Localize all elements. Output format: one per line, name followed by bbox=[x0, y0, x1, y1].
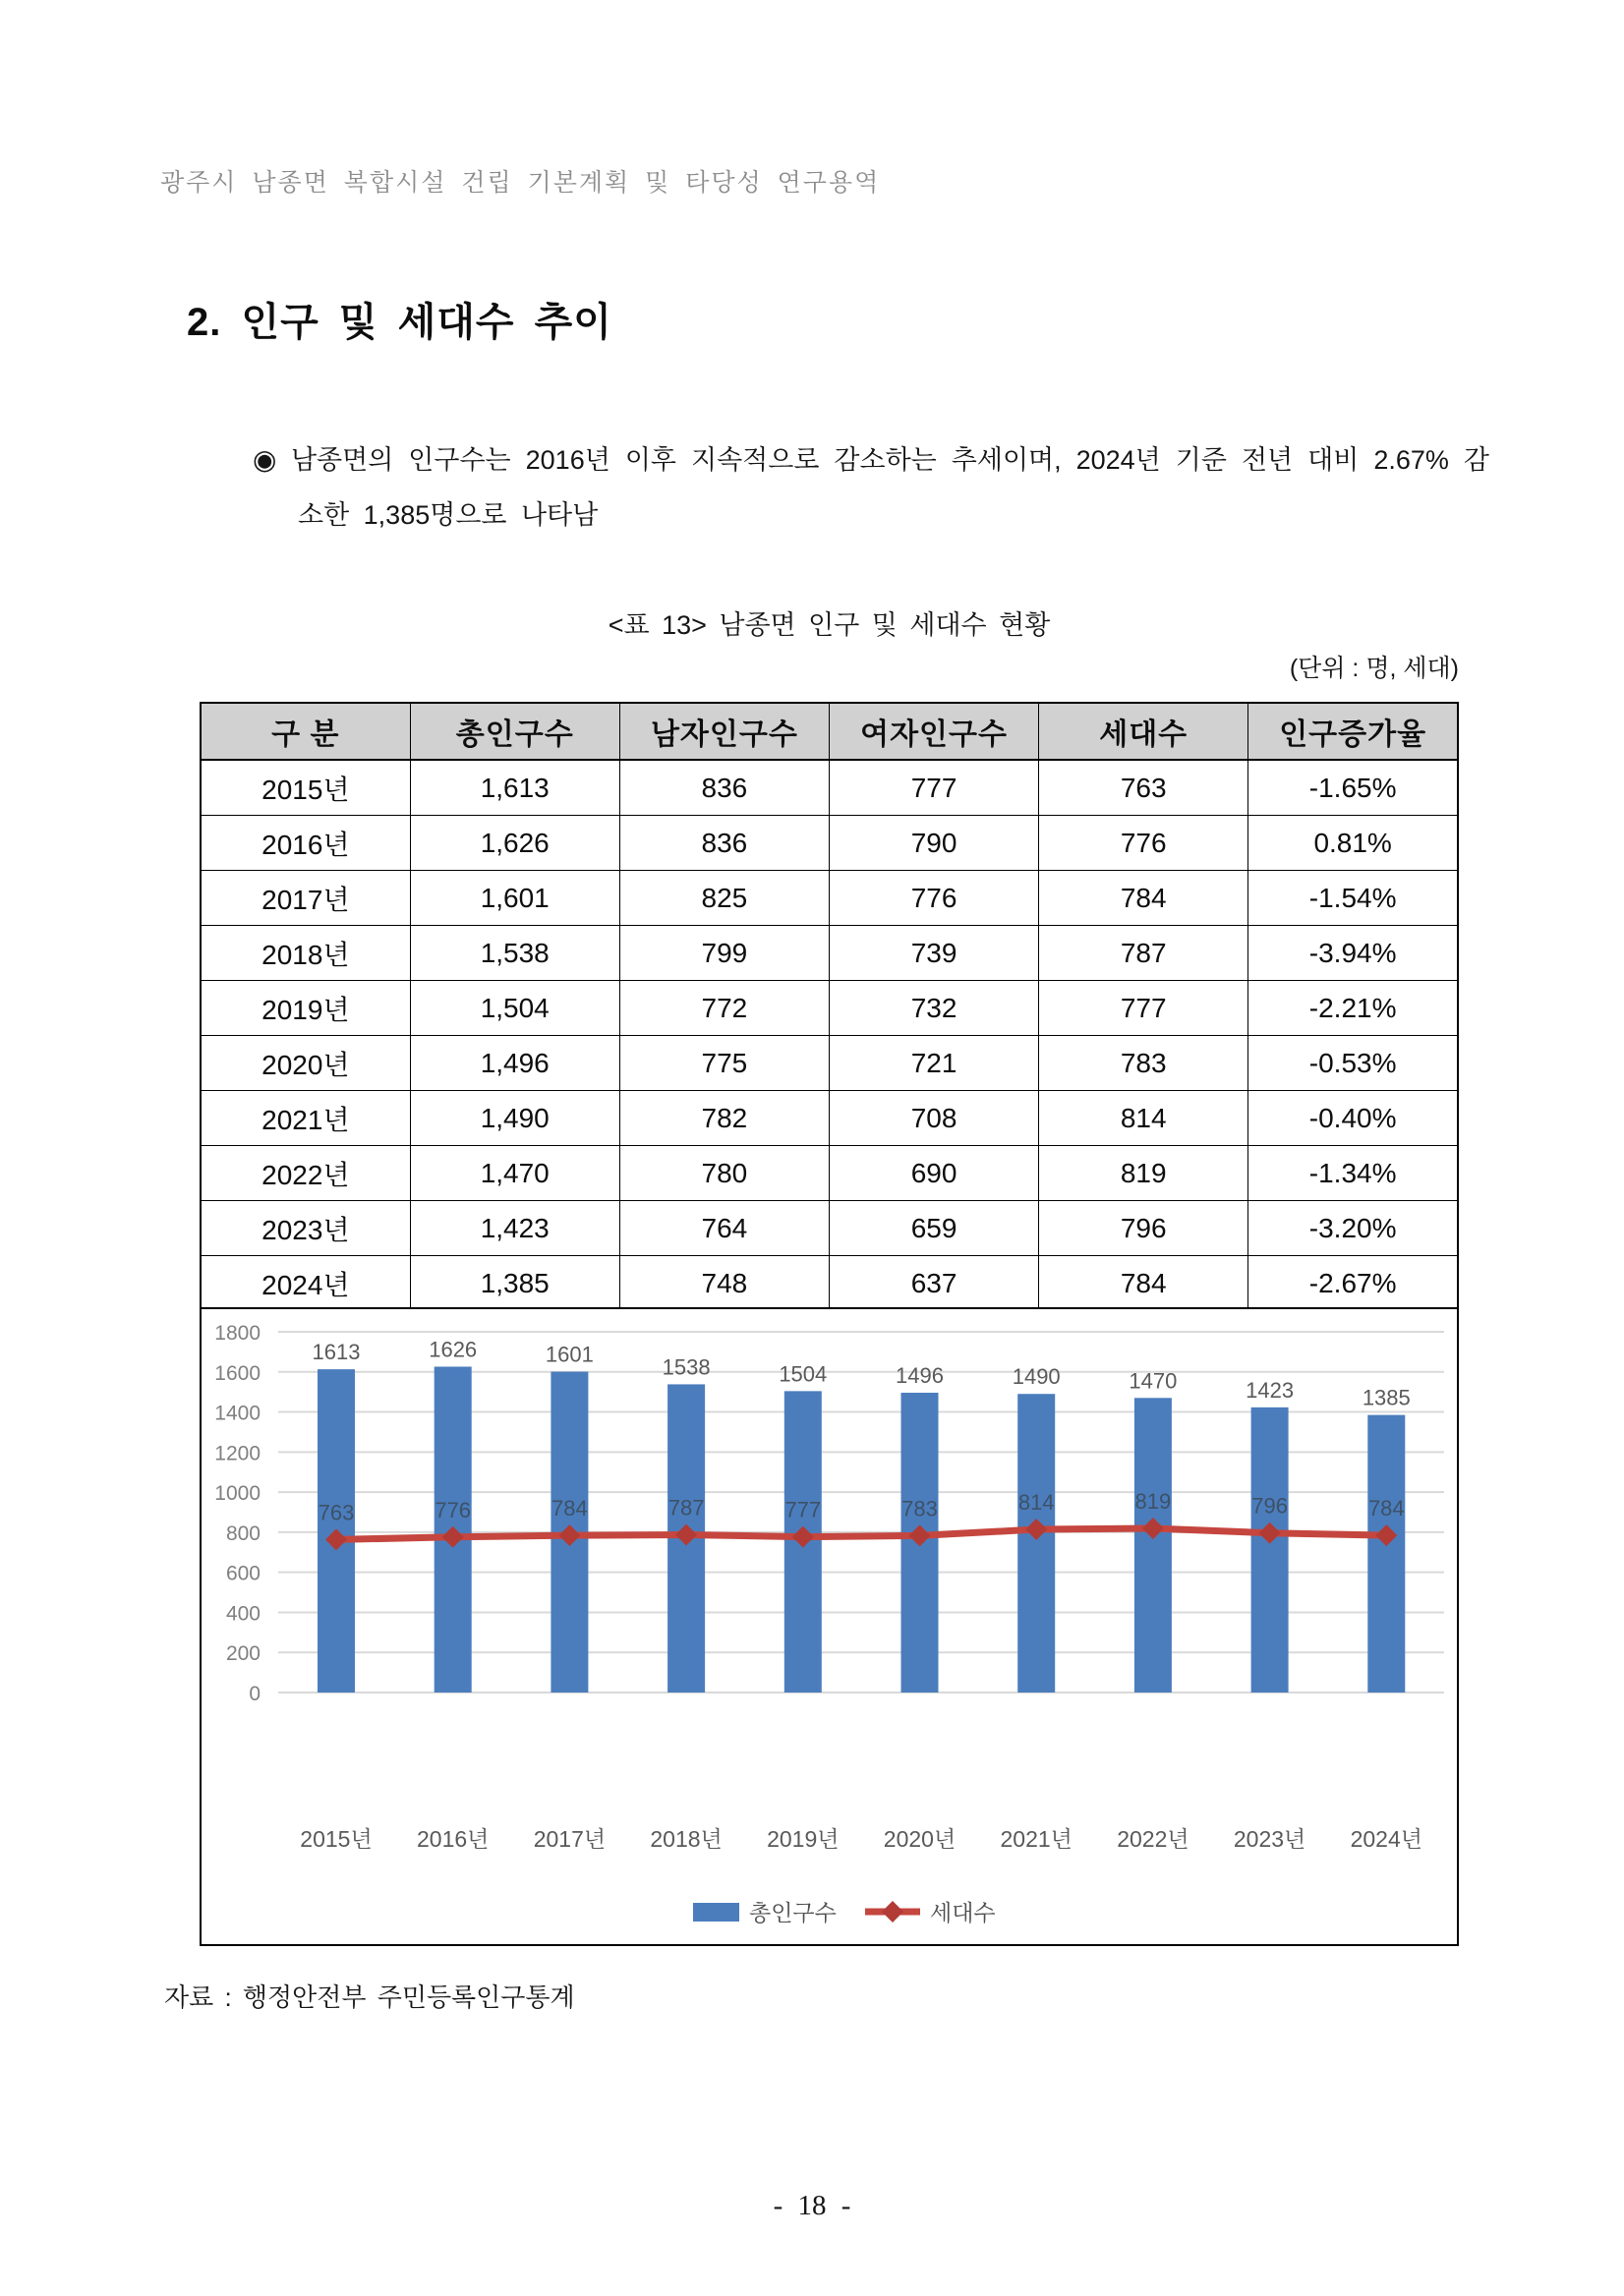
table-cell: 780 bbox=[619, 1146, 829, 1201]
chart-line-label: 819 bbox=[1134, 1489, 1172, 1515]
table-cell: 659 bbox=[829, 1201, 1038, 1256]
table-header-cell: 총인구수 bbox=[410, 703, 619, 760]
table-cell: 825 bbox=[619, 871, 829, 926]
table-cell: -3.94% bbox=[1248, 926, 1458, 981]
table-header-cell: 세대수 bbox=[1039, 703, 1248, 760]
bullet-icon: ◉ bbox=[253, 444, 277, 475]
unit-note: (단위 : 명, 세대) bbox=[1289, 655, 1459, 682]
table-row bbox=[201, 1201, 1458, 1256]
table-cell: 2024년 bbox=[201, 1256, 410, 1312]
chart-svg bbox=[202, 1309, 1457, 1944]
table-header-cell: 남자인구수 bbox=[619, 703, 829, 760]
chart-bar-label: 1470 bbox=[1129, 1368, 1178, 1394]
legend-line-marker-icon bbox=[882, 1901, 903, 1923]
table-cell: 764 bbox=[619, 1201, 829, 1256]
table-header-cell: 구 분 bbox=[201, 703, 410, 760]
table-row bbox=[201, 1146, 1458, 1201]
chart-bar-label: 1613 bbox=[312, 1340, 361, 1365]
chart-x-label: 2020년 bbox=[883, 1826, 957, 1852]
chart-line bbox=[336, 1528, 1386, 1539]
table-row bbox=[201, 760, 1458, 816]
table-cell: 1,613 bbox=[410, 760, 619, 816]
chart-line-label: 776 bbox=[435, 1497, 472, 1522]
chart-bar bbox=[1367, 1415, 1405, 1693]
chart-x-label: 2018년 bbox=[650, 1826, 723, 1852]
table-body bbox=[201, 760, 1458, 1311]
table-cell: 1,490 bbox=[410, 1091, 619, 1146]
table-row bbox=[201, 926, 1458, 981]
population-table bbox=[200, 702, 1459, 1312]
table-row bbox=[201, 981, 1458, 1036]
chart-bar-label: 1423 bbox=[1246, 1377, 1295, 1403]
table-cell: 836 bbox=[619, 816, 829, 871]
table-cell: 775 bbox=[619, 1036, 829, 1091]
chart-bar bbox=[1134, 1398, 1172, 1693]
table-cell: 637 bbox=[829, 1256, 1038, 1312]
table-cell: 1,423 bbox=[410, 1201, 619, 1256]
chart-bar-label: 1496 bbox=[896, 1362, 944, 1388]
table-cell: 836 bbox=[619, 760, 829, 816]
table-cell: 782 bbox=[619, 1091, 829, 1146]
chart-line-label: 783 bbox=[901, 1496, 938, 1521]
chart-y-label: 0 bbox=[249, 1683, 261, 1705]
table-cell: -2.67% bbox=[1248, 1256, 1458, 1312]
chart-x-label: 2015년 bbox=[300, 1826, 373, 1852]
table-cell: 763 bbox=[1039, 760, 1248, 816]
chart-x-label: 2016년 bbox=[417, 1826, 490, 1852]
chart-bar-label: 1504 bbox=[779, 1361, 828, 1387]
table-caption: <표 13> 남종면 인구 및 세대수 현황 bbox=[608, 610, 1051, 640]
table-cell: 1,496 bbox=[410, 1036, 619, 1091]
chart-line-labels bbox=[319, 1489, 1405, 1524]
chart-bar-labels bbox=[313, 1337, 1411, 1409]
table-cell: 2022년 bbox=[201, 1146, 410, 1201]
table-cell: 748 bbox=[619, 1256, 829, 1312]
chart-bar-label: 1490 bbox=[1012, 1364, 1061, 1390]
table-cell: 2023년 bbox=[201, 1201, 410, 1256]
chart-x-label: 2022년 bbox=[1117, 1826, 1189, 1852]
document-header: 광주시 남종면 복합시설 건립 기본계획 및 타당성 연구용역 bbox=[160, 169, 881, 197]
table-cell: 708 bbox=[829, 1091, 1038, 1146]
table-cell: 814 bbox=[1039, 1091, 1248, 1146]
chart-y-label: 200 bbox=[225, 1642, 261, 1666]
table-cell: 2015년 bbox=[201, 760, 410, 816]
table-row bbox=[201, 1256, 1458, 1312]
table-row bbox=[201, 816, 1458, 871]
chart-x-label: 2024년 bbox=[1350, 1826, 1422, 1852]
chart-y-label: 1000 bbox=[214, 1482, 261, 1506]
table-cell: 1,538 bbox=[410, 926, 619, 981]
chart-y-label: 600 bbox=[225, 1562, 261, 1585]
chart-y-label: 1200 bbox=[214, 1442, 261, 1465]
table-cell: 819 bbox=[1039, 1146, 1248, 1201]
chart-x-label: 2021년 bbox=[1000, 1826, 1073, 1852]
source-note: 자료 : 행정안전부 주민등록인구통계 bbox=[164, 1982, 575, 2012]
table-header-cell: 인구증가율 bbox=[1248, 703, 1458, 760]
legend-line-label: 세대수 bbox=[930, 1900, 996, 1925]
chart-line-label: 777 bbox=[784, 1497, 822, 1522]
table-cell: 2016년 bbox=[201, 816, 410, 871]
table-cell: 0.81% bbox=[1248, 816, 1458, 871]
table-header-row bbox=[201, 703, 1458, 760]
table-cell: -1.34% bbox=[1248, 1146, 1458, 1201]
table-cell: 796 bbox=[1039, 1201, 1248, 1256]
chart-bar-label: 1538 bbox=[662, 1354, 711, 1380]
table-cell: -1.65% bbox=[1248, 760, 1458, 816]
table-cell: -3.20% bbox=[1248, 1201, 1458, 1256]
chart-line-label: 814 bbox=[1017, 1490, 1055, 1516]
table-cell: 783 bbox=[1039, 1036, 1248, 1091]
table-head bbox=[201, 703, 1458, 760]
table-cell: 1,504 bbox=[410, 981, 619, 1036]
chart-bar-label: 1385 bbox=[1362, 1385, 1411, 1410]
chart-bar bbox=[1017, 1394, 1055, 1693]
chart-x-label: 2023년 bbox=[1233, 1826, 1306, 1852]
table-row bbox=[201, 1036, 1458, 1091]
bullet-paragraph bbox=[253, 432, 1489, 543]
chart-bar-label: 1626 bbox=[429, 1337, 478, 1362]
population-chart bbox=[200, 1307, 1459, 1946]
legend-bar-swatch bbox=[693, 1903, 739, 1922]
table-cell: 777 bbox=[829, 760, 1038, 816]
table-row bbox=[201, 1091, 1458, 1146]
table-cell: 2019년 bbox=[201, 981, 410, 1036]
table-cell: 777 bbox=[1039, 981, 1248, 1036]
table-cell: 787 bbox=[1039, 926, 1248, 981]
table-cell: 784 bbox=[1039, 871, 1248, 926]
table-cell: -2.21% bbox=[1248, 981, 1458, 1036]
chart-line-label: 796 bbox=[1251, 1493, 1288, 1519]
table-cell: 1,626 bbox=[410, 816, 619, 871]
chart-bar-label: 1601 bbox=[545, 1342, 594, 1367]
table-cell: -1.54% bbox=[1248, 871, 1458, 926]
table-cell: 690 bbox=[829, 1146, 1038, 1201]
chart-y-label: 400 bbox=[225, 1602, 261, 1626]
chart-bar bbox=[1251, 1407, 1289, 1693]
section-heading: 2. 인구 및 세대수 추이 bbox=[187, 301, 612, 344]
table-cell: 772 bbox=[619, 981, 829, 1036]
table-cell: 2018년 bbox=[201, 926, 410, 981]
table-cell: -0.40% bbox=[1248, 1091, 1458, 1146]
table-row bbox=[201, 871, 1458, 926]
bullet-text: 남종면의 인구수는 2016년 이후 지속적으로 감소하는 추세이며, 2024년 기준 전년 대비 2.67% 감소한 1,385명으로 나타남 bbox=[290, 445, 1489, 530]
chart-x-axis bbox=[300, 1826, 1422, 1852]
table-cell: 776 bbox=[1039, 816, 1248, 871]
chart-y-label: 1800 bbox=[214, 1322, 261, 1345]
chart-line-label: 784 bbox=[551, 1496, 588, 1521]
chart-line-label: 763 bbox=[318, 1500, 355, 1525]
table-cell: 790 bbox=[829, 816, 1038, 871]
table-cell: 1,470 bbox=[410, 1146, 619, 1201]
table-cell: 739 bbox=[829, 926, 1038, 981]
legend-bar-label: 총인구수 bbox=[749, 1900, 837, 1925]
table-cell: 799 bbox=[619, 926, 829, 981]
chart-line-label: 784 bbox=[1367, 1496, 1405, 1521]
table-cell: -0.53% bbox=[1248, 1036, 1458, 1091]
table-cell: 2020년 bbox=[201, 1036, 410, 1091]
table-cell: 2017년 bbox=[201, 871, 410, 926]
table-cell: 1,385 bbox=[410, 1256, 619, 1312]
chart-y-label: 1400 bbox=[214, 1402, 261, 1425]
table-cell: 1,601 bbox=[410, 871, 619, 926]
table-cell: 721 bbox=[829, 1036, 1038, 1091]
chart-x-label: 2017년 bbox=[533, 1826, 607, 1852]
chart-y-axis bbox=[214, 1322, 261, 1705]
table-cell: 732 bbox=[829, 981, 1038, 1036]
table-cell: 784 bbox=[1039, 1256, 1248, 1312]
chart-x-label: 2019년 bbox=[767, 1826, 840, 1852]
page-number: - 18 - bbox=[773, 2190, 851, 2221]
table-header-cell: 여자인구수 bbox=[829, 703, 1038, 760]
chart-line-label: 787 bbox=[667, 1495, 705, 1521]
table-cell: 2021년 bbox=[201, 1091, 410, 1146]
table-cell: 776 bbox=[829, 871, 1038, 926]
chart-y-label: 800 bbox=[225, 1521, 261, 1545]
chart-y-label: 1600 bbox=[214, 1361, 261, 1385]
chart-legend bbox=[693, 1900, 996, 1925]
